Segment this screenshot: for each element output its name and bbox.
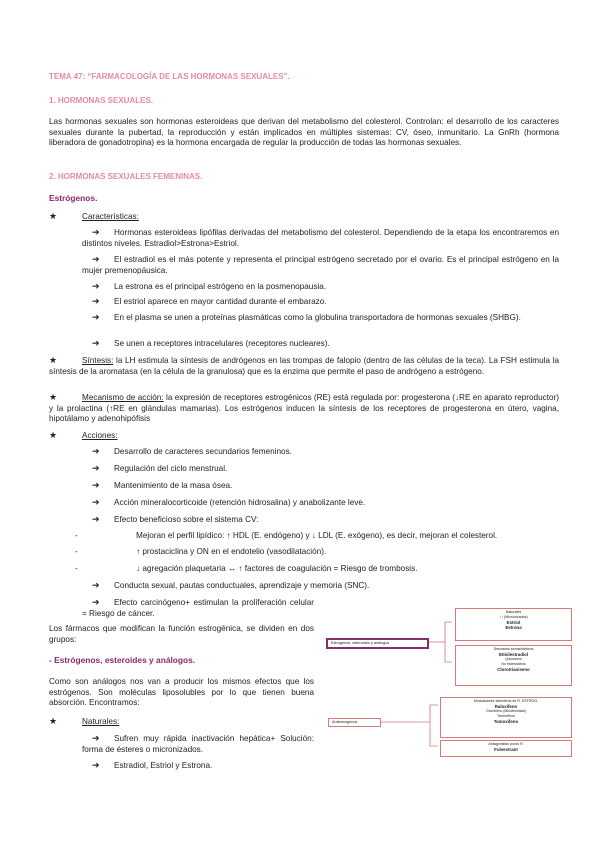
arrow-icon: ➔ (92, 497, 100, 507)
box-text: Fulvestrant (494, 747, 518, 752)
box-text: Antagonistas puros R. (488, 742, 524, 746)
page-title: TEMA 47: “FARMACOLOGÍA DE LAS HORMONAS SEXUALES”. (49, 72, 290, 81)
box-text: Tamoxifeno (493, 719, 519, 724)
connector-line (427, 622, 452, 642)
grupo-1-paragraph: Como son análogos nos van a producir los mismos efectos que los estrógenos. Son moléculas liposolubles por lo que tienen buena absorción. Encontramos: (49, 677, 314, 708)
connector-line (445, 642, 452, 662)
acciones-label: Acciones: (82, 431, 118, 440)
box-text: Toremifeno (497, 714, 515, 718)
arrow-icon: ➔ (92, 463, 100, 473)
diagram-label-antiestrogenos: Antiestrógenos (328, 718, 381, 727)
connector-line (380, 705, 438, 722)
diagram-box-naturales (455, 608, 572, 641)
section-1-paragraph: Las hormonas sexuales son hormonas esteroideas que derivan del metabolismo del colesterol. Controlan: el desarrollo de los caracteres sexuales durante la pubertad, la reproducción y están implicados en múltiples sistemas: CV, óseo, inmunitario. La GnRh (hormona liberadora de gonadotropina) es la hormona encargada de regular la producción de todas las hormonas sexuales. (49, 117, 559, 148)
farmacos-paragraph: Los fármacos que modifican la función estrogénica, se dividen en dos grupos: (49, 624, 314, 644)
bullet-star-icon: ★ (49, 211, 58, 221)
arrow-icon: ➔ (92, 338, 100, 348)
grupo-1-heading: - Estrógenos, esteroides y análogos. (49, 655, 196, 665)
caracteristica-item: El estriol aparece en mayor cantidad durante el embarazo. (114, 297, 327, 306)
dash-icon: - (75, 531, 78, 540)
arrow-icon: ➔ (92, 480, 100, 490)
bullet-star-icon: ★ (49, 392, 58, 402)
arrow-icon: ➔ (92, 312, 100, 322)
accion-item: Conducta sexual, pautas conductuales, aprendizaje y memoria (SNC). (114, 581, 370, 590)
natural-item: Estradiol, Estriol y Estrona. (114, 761, 213, 770)
section-1-heading: 1. HORMONAS SEXUALES. (49, 96, 154, 105)
arrow-icon: ➔ (92, 514, 100, 524)
mecanismo-label: Mecanismo de acción: (82, 393, 164, 402)
diagram-box-antagonistas (440, 740, 572, 757)
connector-line (430, 722, 438, 746)
box-text: Estriol (506, 620, 521, 625)
bullet-star-icon: ★ (49, 430, 58, 440)
box-text: Naturales (505, 610, 522, 614)
box-text: Quinestrol (505, 657, 522, 661)
arrow-icon: ➔ (92, 733, 100, 743)
cv-item: ↑ prostaciclina y ON en el endotelio (vasodilatación). (136, 547, 327, 556)
box-text: No esteroideos (501, 662, 526, 666)
diagram-box-moduladores (440, 697, 572, 738)
diagram-label-estrogenos: Estrógenos, esteroides y análogos (326, 638, 429, 649)
arrow-icon: ➔ (92, 296, 100, 306)
arrow-icon: ➔ (92, 580, 100, 590)
cv-item: Mejoran el perfil lipídico: ↑ HDL (E. endógeno) y ↓ LDL (E. exógeno), es decir, mejoran el colesterol. (136, 531, 498, 540)
caracteristica-item: Hormonas esteroideas lipófilas derivadas del metabolismo del colesterol. Dependiendo de la etapa los encontraremos en distintos niveles. Estradiol>Estrona>Estriol. (82, 228, 559, 248)
dash-icon: - (75, 547, 78, 556)
dash-icon: - (75, 564, 78, 573)
arrow-icon: ➔ (92, 446, 100, 456)
box-text: Derivados semisintéticos (493, 647, 534, 651)
diagram-box-semisinteticos (455, 645, 572, 686)
section-2-heading: 2. HORMONAS SEXUALES FEMENINAS. (49, 172, 203, 181)
box-text: Estrona (505, 625, 522, 630)
box-text: Raloxifeno (494, 704, 518, 709)
cv-item: ↓ agregación plaquetaria ↔ ↑ factores de coagulación = Riesgo de trombosis. (136, 564, 418, 573)
accion-item: Acción mineralocorticoide (retención hidrosalina) y anabolizante leve. (114, 498, 366, 507)
box-text: Clorotrianiseno (497, 667, 530, 672)
arrow-icon: ➔ (92, 281, 100, 291)
estrogenos-subheading: Estrógenos. (49, 193, 98, 203)
bullet-star-icon: ★ (49, 716, 58, 726)
natural-item: Sufren muy rápida inactivación hepática+ Solución: forma de ésteres o micronizados. (82, 734, 314, 754)
arrow-icon: ➔ (92, 227, 100, 237)
arrow-icon: ➔ (92, 254, 100, 264)
caracteristica-item: En el plasma se unen a proteínas plasmáticas como la globulina transportadora de hormonas sexuales (SHBG). (114, 313, 521, 322)
caracteristica-item: Se unen a receptores intracelulares (receptores nucleares). (114, 339, 330, 348)
sintesis-text: la LH estimula la síntesis de andrógenos en las trompas de falopio (dentro de las células de la teca). La FSH estimula la síntesis de la aromatasa (en la célula de la granulosa) que es la enzima que permite el paso de andrógeno a estrógeno. (49, 356, 559, 376)
caracteristicas-label: Características: (82, 212, 139, 221)
arrow-icon: ➔ (92, 760, 100, 770)
arrow-icon: ➔ (92, 597, 100, 607)
accion-item: Efecto carcinógeno+ estimulan la proliferación celular = Riesgo de cáncer. (82, 598, 314, 618)
box-text: Moduladores selectivos de R. ESTROG. (473, 699, 539, 703)
accion-item: Regulación del ciclo menstrual. (114, 464, 228, 473)
naturales-label: Naturales: (82, 717, 120, 726)
box-text: Etinilestradiol (498, 652, 529, 657)
bullet-star-icon: ★ (49, 355, 58, 365)
accion-item: Mantenimiento de la masa ósea. (114, 481, 233, 490)
accion-item: Efecto beneficioso sobre el sistema CV: (114, 515, 259, 524)
mecanismo-text: la expresión de receptores estrogénicos (RE) está regulada por: progesterona (↓RE en aparato reproductor) y la prolactina (↑RE en glándulas mamarias). Los estrógenos inducen la síntesis de los receptores de progesterona en útero, vagina, hipotálamo y adenohipófisis (49, 393, 559, 424)
caracteristica-item: La estrona es el principal estrógeno en la posmenopausia. (114, 282, 327, 291)
sintesis-label: Síntesis: (82, 356, 114, 365)
box-text: Clomifeno (Micofenolato) (486, 709, 526, 713)
accion-item: Desarrollo de caracteres secundarios femeninos. (114, 447, 292, 456)
caracteristica-item: El estradiol es el más potente y representa el principal estrógeno secretado por el ovario. Es el principal estrógeno en la mujer premenopáusica. (82, 255, 559, 275)
box-text: ↑ / (Micronizados) (499, 615, 528, 619)
